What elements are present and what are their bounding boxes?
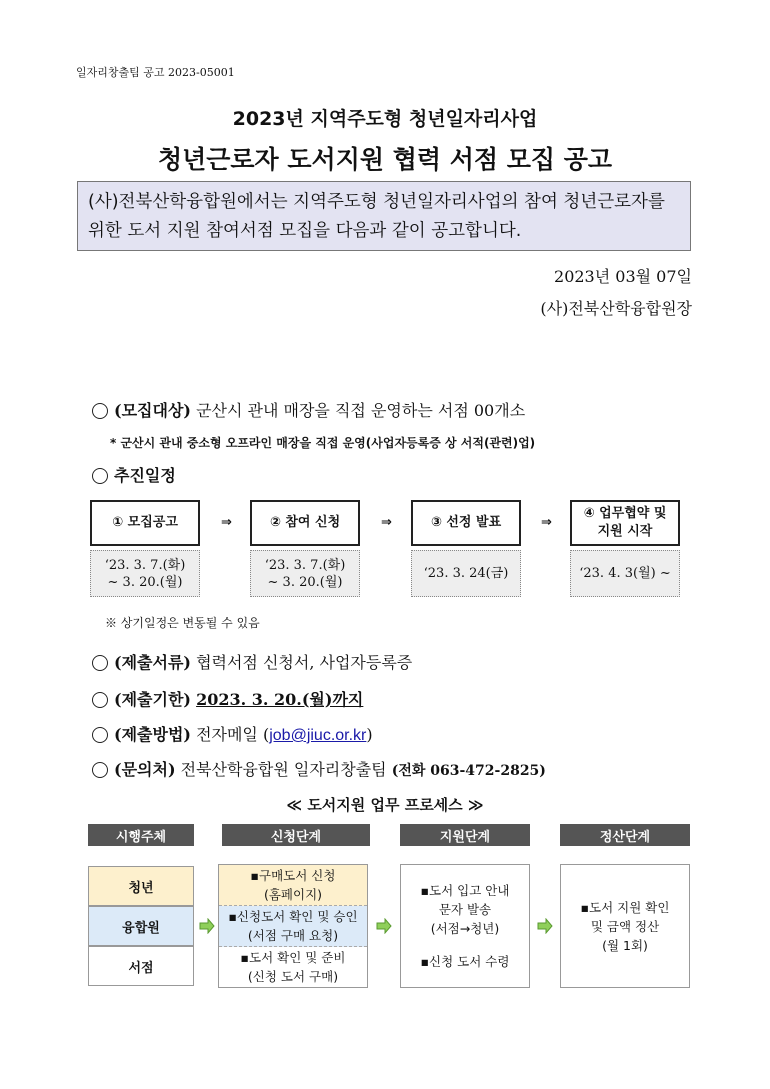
date-2-line1: ‘23. 3. 7.(화) (264, 557, 346, 573)
apply-center-line1: ▪신청도서 확인 및 승인 (228, 909, 358, 924)
title-line1: 2023년 지역주도형 청년일자리사업 (232, 108, 538, 130)
apply-center-line2: (서점 구매 요청) (247, 928, 339, 943)
method-label: (제출방법) (114, 725, 191, 744)
support-line2: 문자 발송 (438, 902, 492, 917)
organization: (사)전북산학융합원장 (540, 299, 692, 318)
apply-bookstore (219, 947, 367, 987)
settle-line3: (월 1회) (602, 937, 648, 953)
schedule-date-3: ‘23. 3. 24(금) (411, 550, 521, 597)
intro-box (77, 181, 691, 251)
green-arrow-icon (199, 918, 215, 934)
target-text: 군산시 관내 매장을 직접 운영하는 서점 00개소 (196, 401, 526, 420)
item-schedule (92, 463, 176, 486)
green-arrow-icon (376, 918, 392, 934)
apply-youth (219, 865, 367, 906)
schedule-label: 추진일정 (114, 466, 176, 485)
item-docs (92, 650, 412, 673)
circle-bullet-icon (92, 762, 108, 778)
schedule-date-1 (90, 550, 200, 597)
email-link[interactable]: job@jiuc.or.kr (269, 727, 367, 744)
settle-line1: ▪도서 지원 확인 (580, 899, 670, 915)
support-line4: ▪신청 도서 수령 (420, 954, 510, 969)
support-line1: ▪도서 입고 안내 (420, 883, 510, 898)
actor-youth: 청년 (88, 866, 194, 906)
double-arrow-icon: ⇒ (221, 515, 232, 530)
intro-line2: 위한 도서 지원 참여서점 모집을 다음과 같이 공고합니다. (88, 221, 522, 241)
double-arrow-icon: ⇒ (381, 515, 392, 530)
page-title: 청년근로자 도서지원 협력 서점 모집 공고 (157, 145, 613, 174)
deadline-label: (제출기한) (114, 690, 191, 709)
contact-phone: (전화 063-472-2825) (391, 763, 546, 779)
circle-bullet-icon (92, 655, 108, 671)
apply-youth-line1: ▪구매도서 신청 (250, 868, 336, 883)
green-arrow-icon (537, 918, 553, 934)
apply-bookstore-line1: ▪도서 확인 및 준비 (240, 950, 346, 965)
header-settle: 정산단계 (560, 824, 690, 846)
notice-date: 2023년 03월 07일 (554, 267, 692, 286)
schedule-date-2 (250, 550, 360, 597)
step-4-line1: ④ 업무협약 및 (583, 506, 667, 521)
date-2-line2: ~ 3. 20.(월) (267, 574, 343, 590)
header-support: 지원단계 (400, 824, 530, 846)
schedule-date-4: ‘23. 4. 3(월) ~ (570, 550, 680, 597)
date-1-line1: ‘23. 3. 7.(화) (104, 557, 186, 573)
actor-bookstore: 서점 (88, 946, 194, 986)
support-box (400, 864, 530, 988)
process-title: ≪ 도서지원 업무 프로세스 ≫ (286, 796, 484, 814)
circle-bullet-icon (92, 692, 108, 708)
schedule-step-2: ② 참여 신청 (250, 500, 360, 546)
contact-label: (문의처) (114, 760, 176, 779)
apply-center (219, 906, 367, 947)
apply-youth-line2: (홈페이지) (263, 887, 323, 902)
header-apply: 신청단계 (222, 824, 370, 846)
actor-center: 융합원 (88, 906, 194, 946)
method-text: 전자메일 (196, 725, 258, 744)
double-arrow-icon: ⇒ (541, 515, 552, 530)
support-line3: (서점→청년) (430, 921, 500, 936)
item-method: (제출방법) 전자메일 (job@jiuc.or.kr) (92, 722, 373, 745)
docs-label: (제출서류) (114, 653, 191, 672)
schedule-note: ※ 상기일정은 변동될 수 있음 (105, 616, 260, 630)
contact-text: 전북산학융합원 일자리창출팀 (180, 760, 387, 779)
notice-number: 일자리창출팀 공고 2023-05001 (76, 66, 235, 79)
deadline-text: 2023. 3. 20.(월)까지 (196, 690, 364, 709)
docs-text: 협력서점 신청서, 사업자등록증 (196, 653, 413, 672)
settle-box (560, 864, 690, 988)
settle-line2: 및 금액 정산 (590, 918, 660, 934)
apply-box (218, 864, 368, 988)
schedule-step-4 (570, 500, 680, 546)
target-label: (모집대상) (114, 401, 191, 420)
schedule-step-1: ① 모집공고 (90, 500, 200, 546)
step-4-line2: 지원 시작 (597, 524, 653, 539)
item-contact (92, 757, 546, 780)
header-actor: 시행주체 (88, 824, 194, 846)
item-target (92, 398, 525, 421)
schedule-step-3: ③ 선정 발표 (411, 500, 521, 546)
circle-bullet-icon (92, 403, 108, 419)
target-note: * 군산시 관내 중소형 오프라인 매장을 직접 운영(사업자등록증 상 서적(관련)업) (110, 436, 536, 450)
apply-bookstore-line2: (신청 도서 구매) (247, 969, 339, 984)
circle-bullet-icon (92, 727, 108, 743)
item-deadline (92, 687, 363, 710)
circle-bullet-icon (92, 468, 108, 484)
date-1-line2: ~ 3. 20.(월) (107, 574, 183, 590)
intro-line1: (사)전북산학융합원에서는 지역주도형 청년일자리사업의 참여 청년근로자를 (88, 192, 665, 212)
